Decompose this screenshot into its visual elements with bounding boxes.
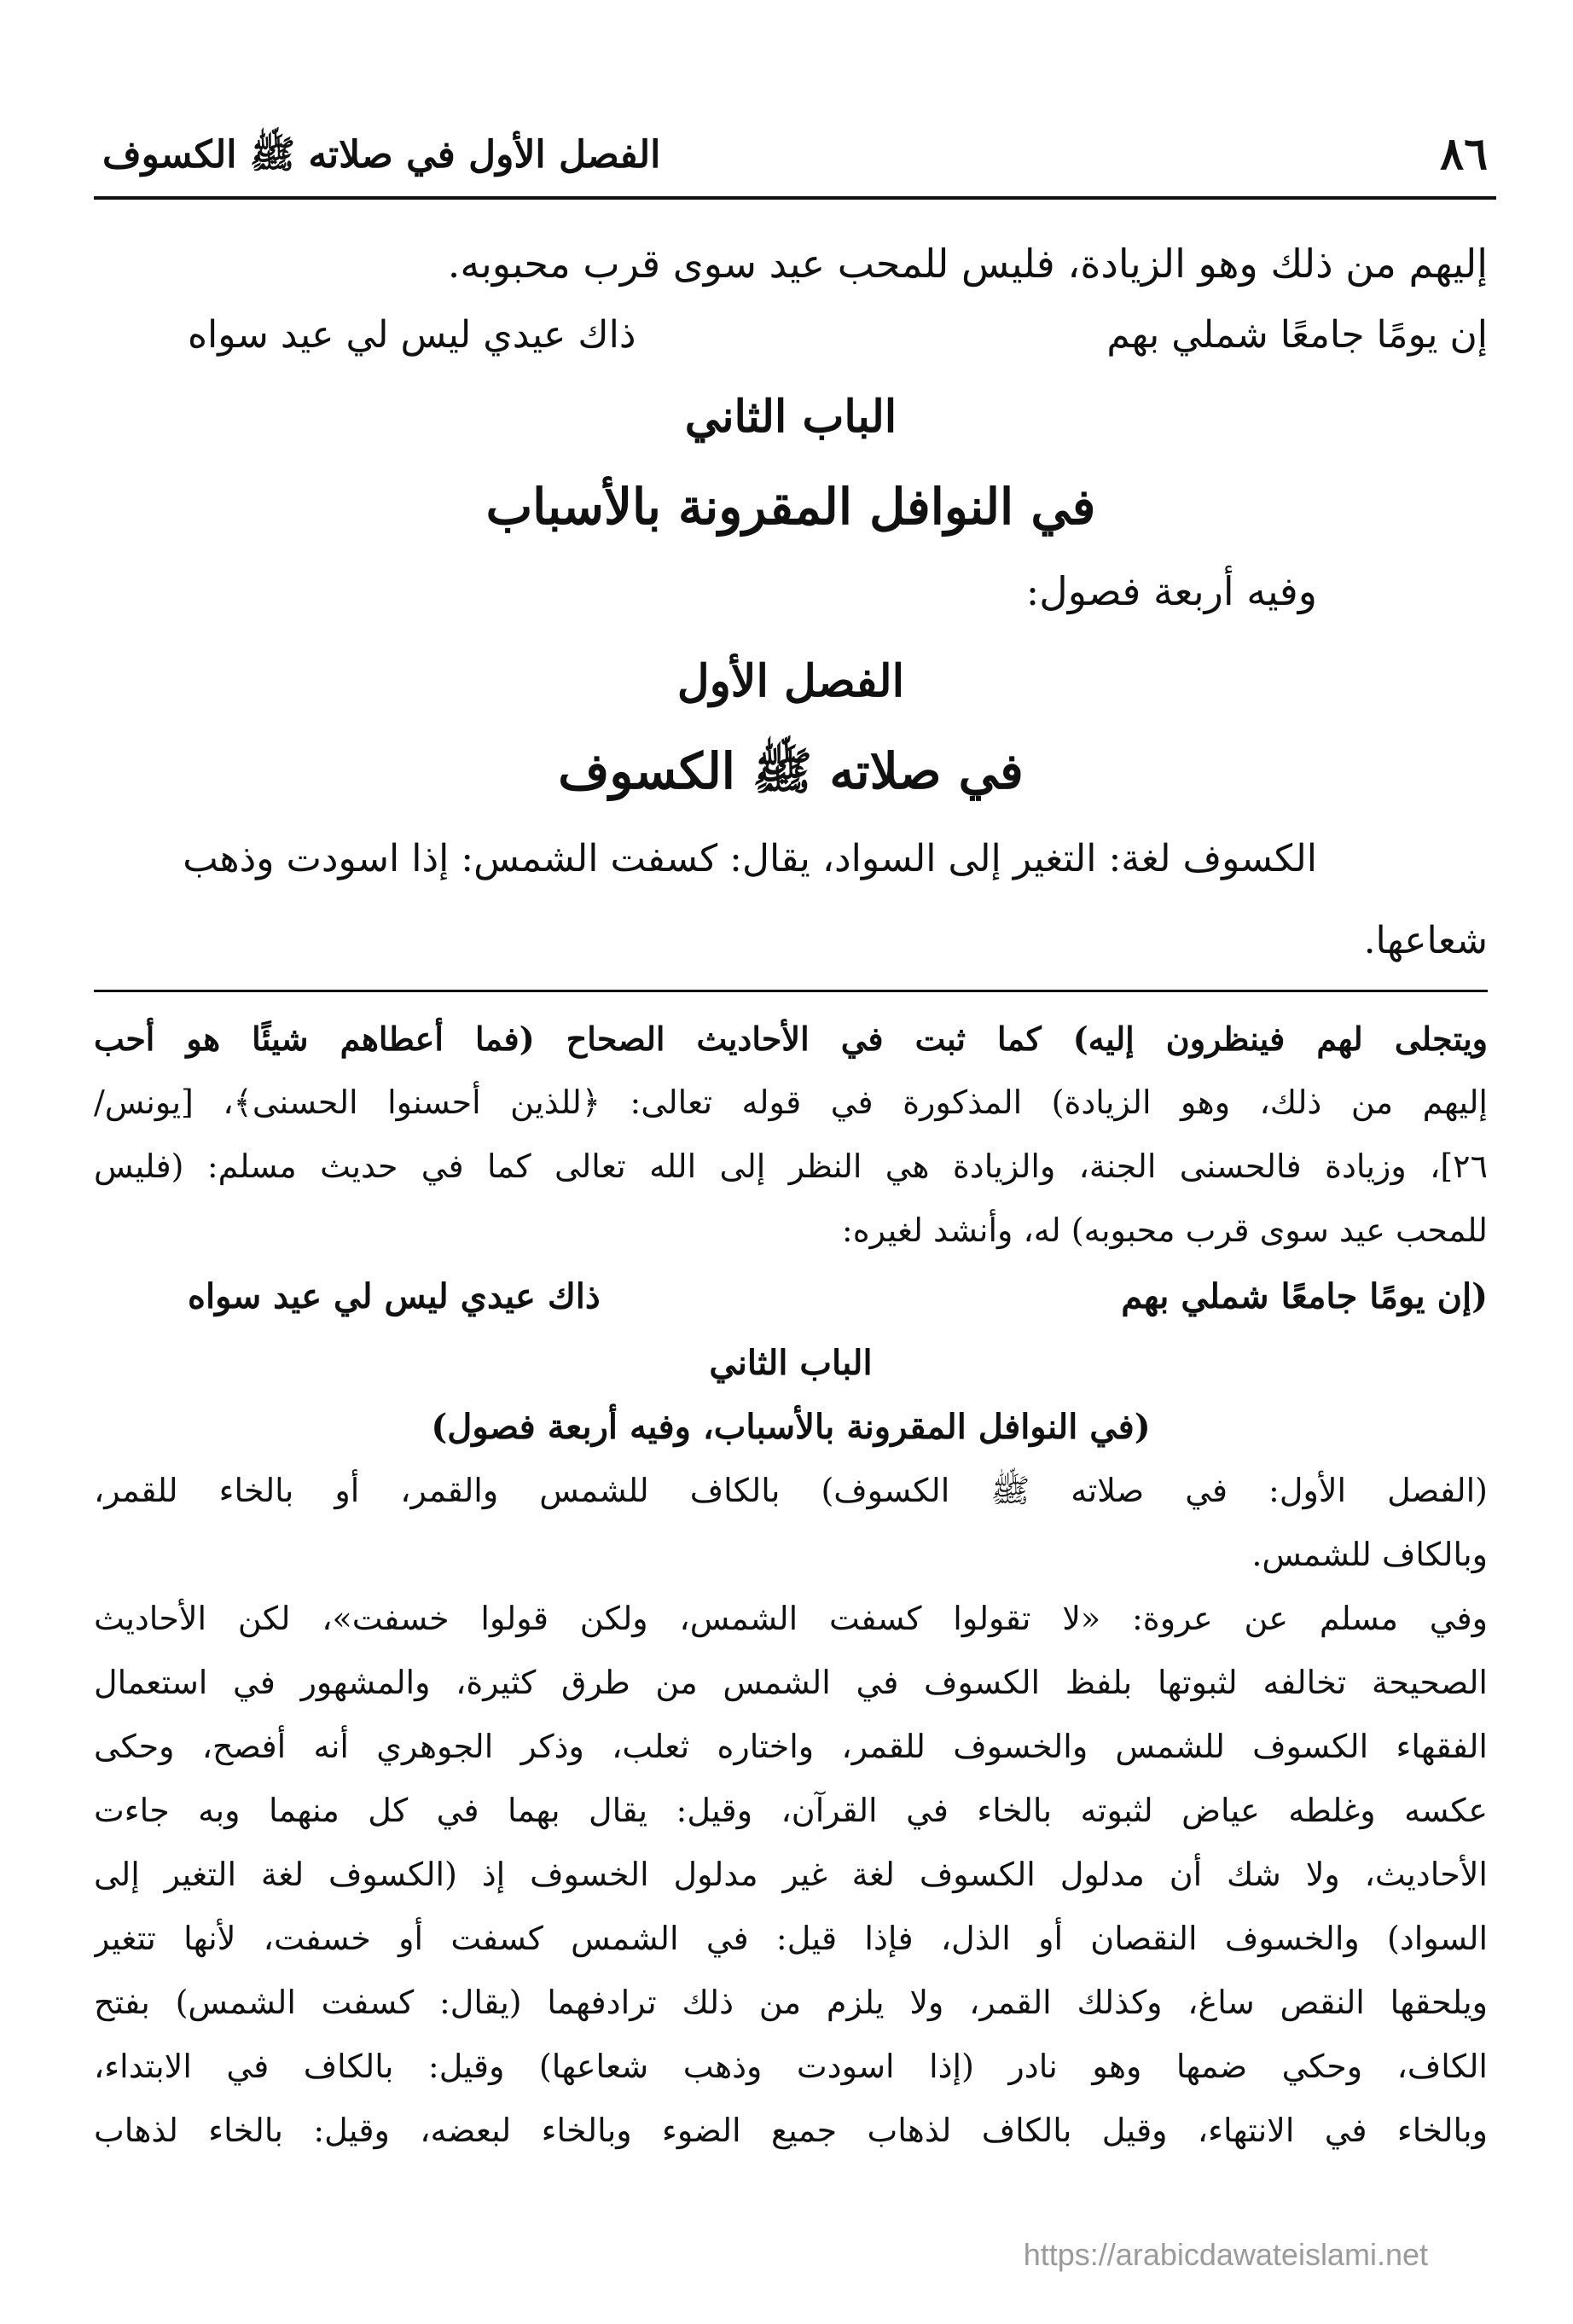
verse-second-hemistich: ذاك عيدي ليس لي عيد سواه <box>188 1276 601 1316</box>
commentary-body-line: الكاف، وحكي ضمها وهو نادر (إذا اسودت وذهب شعاعها) وقيل: بالكاف في الابتداء، <box>94 2048 1488 2085</box>
commentary-section-line: (الفصل الأول: في صلاته ﷺ الكسوف) بالكاف للشمس والقمر، أو بالخاء للقمر، <box>94 1472 1488 1509</box>
commentary-body-line: عكسه وغلطه عياض لثبوته بالخاء في القرآن، وقيل: يقال بهما في كل منهما وبه جاءت <box>94 1792 1488 1829</box>
matn-line: إليهم من ذلك وهو الزيادة، فليس للمحب عيد سوى قرب محبوبه. <box>447 241 1488 287</box>
page-number: ٨٦ <box>1440 128 1488 180</box>
commentary-line: ويتجلى لهم فينظرون إليه) كما ثبت في الأحاديث الصحاح (فما أعطاهم شيئًا هو أحب <box>94 1020 1488 1058</box>
chapter-title: في النوافل المقرونة بالأسباب <box>485 478 1096 536</box>
chapter-intro: وفيه أربعة فصول: <box>1025 568 1317 614</box>
footnote-separator <box>94 990 1488 992</box>
commentary-body-line: ويلحقها النقص ساغ، وكذلك القمر، ولا يلزم من ذلك ترادفهما (يقال: كسفت الشمس) بفتح <box>94 1984 1488 2021</box>
section-title: في صلاته ﷺ الكسوف <box>558 742 1024 800</box>
commentary-line: للمحب عيد سوى قرب محبوبه) له، وأنشد لغيره: <box>841 1211 1488 1249</box>
definition-line: شعاعها. <box>1363 919 1488 962</box>
commentary-body-line: الأحاديث، ولا شك أن مدلول الكسوف لغة غير مدلول الخسوف إذ (الكسوف لغة التغير إلى <box>94 1856 1488 1893</box>
main-text <box>94 226 1488 982</box>
commentary-text <box>94 1007 1488 2163</box>
commentary-chapter-label: الباب الثاني <box>709 1343 873 1383</box>
section-label: الفصل الأول <box>676 655 905 707</box>
commentary-body-line: الصحيحة تخالفه لثبوتها بلفظ الكسوف في الشمس من طرق كثيرة، والمشهور في استعمال <box>94 1664 1488 1701</box>
poetry-verse <box>94 301 1488 369</box>
definition-paragraph <box>94 818 1488 982</box>
definition-line: الكسوف لغة: التغير إلى السواد، يقال: كسفت الشمس: إذا اسودت وذهب <box>183 837 1317 880</box>
running-title: الفصل الأول في صلاته ﷺ الكسوف <box>102 133 661 177</box>
commentary-line: إليهم من ذلك، وهو الزيادة) المذكورة في قوله تعالى: ﴿للذين أحسنوا الحسنى﴾، [يونس/ <box>94 1084 1488 1121</box>
commentary-body-line: السواد) والخسوف النقصان أو الذل، فإذا قيل: في الشمس كسفت أو خسفت، لأنها تتغير <box>94 1920 1488 1957</box>
chapter-label: الباب الثاني <box>684 391 897 443</box>
commentary-body-line: وبالخاء في الانتهاء، وقيل بالكاف لذهاب جميع الضوء وبالخاء لبعضه، وقيل: بالخاء لذهاب <box>94 2112 1488 2149</box>
commentary-chapter-title: (في النوافل المقرونة بالأسباب، وفيه أربعة فصول) <box>431 1407 1151 1447</box>
commentary-line: ٢٦]، وزيادة فالحسنى الجنة، والزيادة هي النظر إلى الله تعالى كما في حديث مسلم: (فليس <box>94 1147 1488 1185</box>
source-watermark: https://arabicdawateislami.net <box>1023 2237 1428 2272</box>
commentary-section-line: وبالكاف للشمس. <box>1251 1536 1488 1573</box>
commentary-verse <box>94 1263 1488 1331</box>
verse-first-hemistich: إن يومًا جامعًا شملي بهم <box>1106 313 1488 357</box>
running-header <box>94 128 1496 200</box>
verse-first-hemistich: (إن يومًا جامعًا شملي بهم <box>1121 1276 1488 1316</box>
commentary-body-line: الفقهاء الكسوف للشمس والخسوف للقمر، واختاره ثعلب، وذكر الجوهري أنه أفصح، وحكى <box>94 1728 1488 1765</box>
verse-second-hemistich: ذاك عيدي ليس لي عيد سواه <box>188 313 636 357</box>
commentary-body-line: وفي مسلم عن عروة: «لا تقولوا كسفت الشمس، ولكن قولوا خسفت»، لكن الأحاديث <box>94 1600 1488 1637</box>
